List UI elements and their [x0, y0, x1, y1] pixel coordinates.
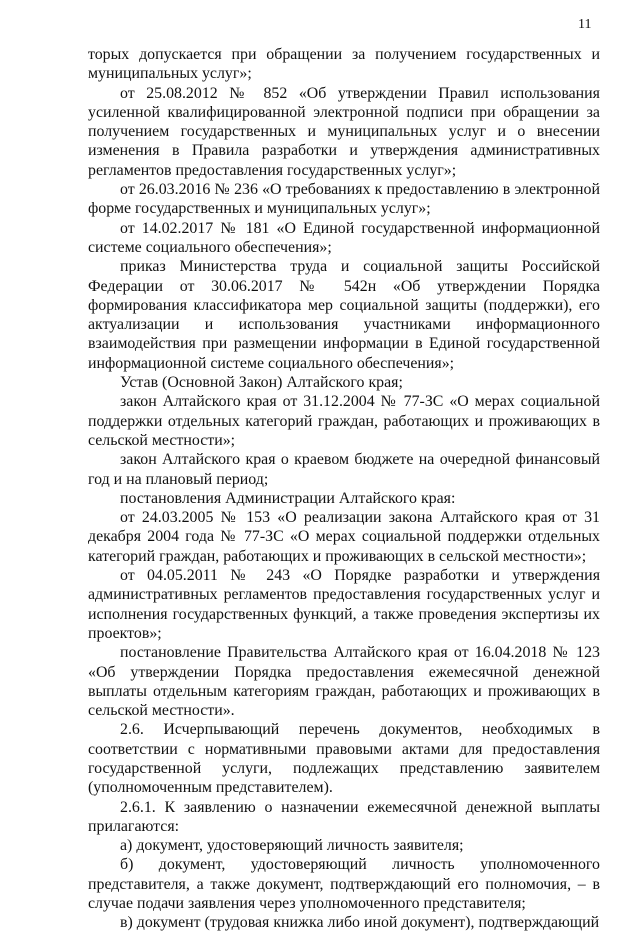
paragraph: закон Алтайского края от 31.12.2004 № 77-ЗС «О мерах социальной поддержки отдельных категорий граждан, работающих и проживающих в сельской местности»; [88, 393, 600, 449]
paragraph: 2.6. Исчерпывающий перечень документов, необходимых в соответствии с нормативными правовыми актами для предоставления государственной услуги, подлежащих представлению заявителем (уполномоченным представителем). [88, 721, 600, 797]
paragraph: от 26.03.2016 № 236 «О требованиях к предоставлению в электронной форме государственных и муниципальных услуг»; [88, 181, 600, 218]
paragraph: постановления Администрации Алтайского края: [120, 489, 456, 507]
paragraph: приказ Министерства труда и социальной защиты Российской Федерации от 30.06.2017 № 542н «Об утверждении Порядка формирования классификатора мер социальной защиты (поддержки), его актуализации и использования участниками информационного взаимодействия при размещении информации в Единой государственной информационной системе социального обеспечения»; [88, 258, 600, 372]
paragraph: а) документ, удостоверяющий личность заявителя; [120, 837, 464, 855]
page-number: 11 [578, 17, 592, 32]
paragraph: от 24.03.2005 № 153 «О реализации закона Алтайского края от 31 декабря 2004 года № 77-ЗС «О мерах социальной поддержки отдельных категорий граждан, работающих и проживающих в сельской местности»; [88, 509, 600, 565]
paragraph: торых допускается при обращении за получением государственных и муниципальных услуг»; [88, 46, 600, 83]
paragraph: от 14.02.2017 № 181 «О Единой государственной информационной системе социального обеспечения»; [88, 219, 600, 256]
paragraph: Устав (Основной Закон) Алтайского края; [120, 374, 403, 392]
paragraph: б) документ, удостоверяющий личность уполномоченного представителя, а также документ, подтверждающий его полномочия, – в случае подачи заявления через уполномоченного представителя; [88, 856, 600, 913]
paragraph: 2.6.1. К заявлению о назначении ежемесячной денежной выплаты прилагаются: [88, 798, 600, 835]
paragraph: от 04.05.2011 № 243 «О Порядке разработки и утверждения административных регламентов предоставления государственных услуг и исполнения государственных функций, а также проведения экспертизы их проектов»; [88, 567, 600, 642]
paragraph: от 25.08.2012 № 852 «Об утверждении Правил использования усиленной квалифицированной электронной подписи при обращении за получением государственных и муниципальных услуг и о внесении изменения в Правила разработки и утверждения административных регламентов предоставления государственных услуг»; [88, 84, 600, 179]
paragraph: постановление Правительства Алтайского края от 16.04.2018 № 123 «Об утверждении Порядка предоставления ежемесячной денежной выплаты отдельным категориям граждан, работающих и проживающих в сельской местности». [88, 644, 600, 720]
document-body [88, 45, 600, 933]
paragraph: закон Алтайского края о краевом бюджете на очередной финансовый год и на плановый период; [88, 451, 600, 488]
paragraph: в) документ (трудовая книжка либо иной документ), подтверждающий [120, 914, 600, 932]
